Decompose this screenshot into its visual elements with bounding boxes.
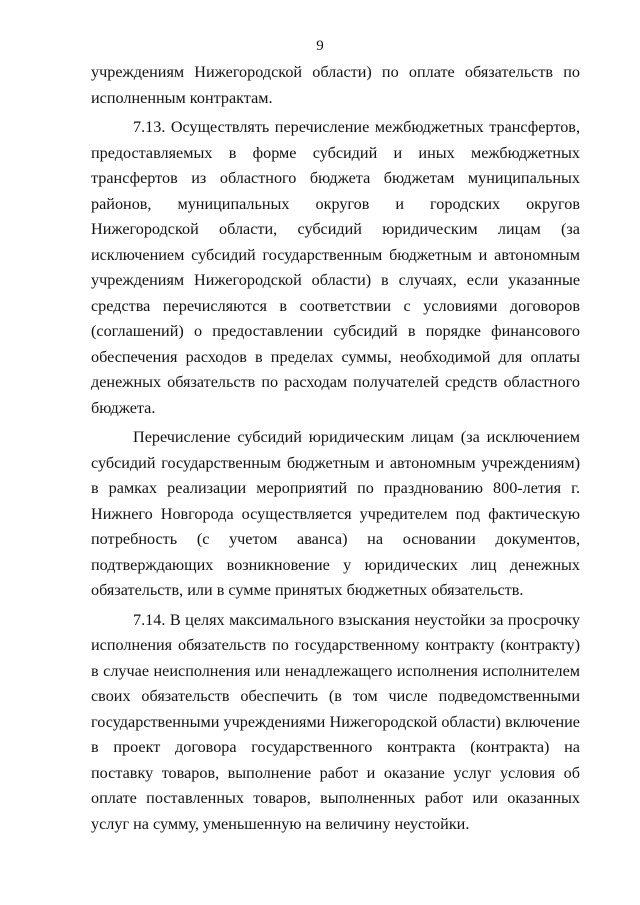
- document-body: [91, 60, 580, 841]
- paragraph-continuation: учреждениям Нижегородской области) по оплате обязательств по исполненным контрактам.: [91, 63, 580, 107]
- paragraph-7-13: 7.13. Осуществлять перечисление межбюджетных трансфертов, предоставляемых в форме субсидий и иных межбюджетных трансфертов из областного бюджета бюджетам муниципальных районов, муниципальных округов и городских округов Нижегородской области, субсидий юридическим лицам (за исключением субсидий государственным бюджетным и автономным учреждениям Нижегородской области) в случаях, если указанные средства перечисляются в соответствии с условиями договоров (соглашений) о предоставлении субсидий в порядке финансового обеспечения расходов в пределах суммы, необходимой для оплаты денежных обязательств по расходам получателей средств областного бюджета.: [91, 118, 580, 417]
- paragraph-subsidies-800-years: Перечисление субсидий юридическим лицам (за исключением субсидий государственным бюджетным и автономным учреждениям) в рамках реализации мероприятий по празднованию 800-летия г. Нижнего Новгорода осуществляется учредителем под фактическую потребность (с учетом аванса) на основании документов, подтверждающих возникновение у юридических лиц денежных обязательств, или в сумме принятых бюджетных обязательств.: [91, 428, 580, 599]
- paragraph-7-14: 7.14. В целях максимального взыскания неустойки за просрочку исполнения обязательств по государственному контракту (контракту) в случае неисполнения или ненадлежащего исполнения исполнителем своих обязательств обеспечить (в том числе подведомственными государственными учреждениями Нижегородской области) включение в проект договора государственного контракта (контракта) на поставку товаров, выполнение работ и оказание услуг условия об оплате поставленных товаров, выполненных работ или оказанных услуг на сумму, уменьшенную на величину неустойки.: [91, 610, 580, 833]
- page-number: 9: [316, 38, 324, 54]
